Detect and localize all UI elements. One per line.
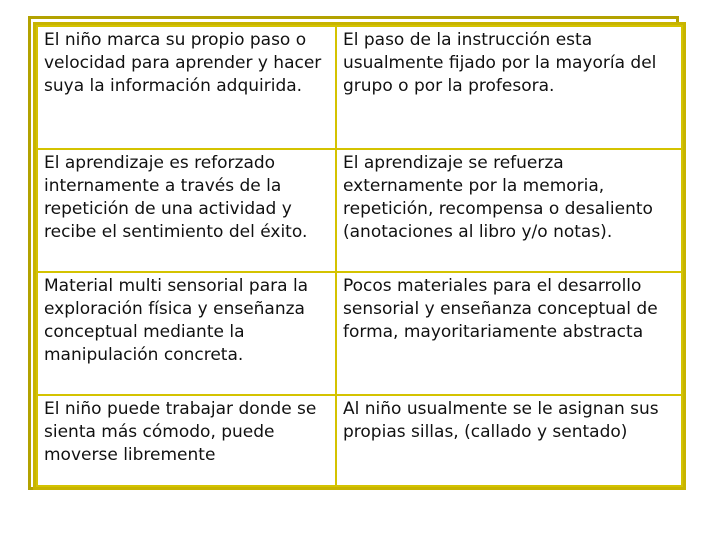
table-cell-left: El niño marca su propio paso o velocidad para aprender y hacer suya la información adquirida. — [37, 26, 336, 149]
table-row — [37, 26, 682, 149]
table-cell-right: Pocos materiales para el desarrollo sensorial y enseñanza conceptual de forma, mayoritariamente abstracta — [336, 272, 682, 395]
table-cell-right: El paso de la instrucción esta usualmente fijado por la mayoría del grupo o por la profesora. — [336, 26, 682, 149]
table-cell-right: El aprendizaje se refuerza externamente por la memoria, repetición, recompensa o desaliento (anotaciones al libro y/o notas). — [336, 149, 682, 272]
table-cell-left: Material multi sensorial para la exploración física y enseñanza conceptual mediante la manipulación concreta. — [37, 272, 336, 395]
comparison-table — [33, 22, 686, 490]
table-cell-right: Al niño usualmente se le asignan sus propias sillas, (callado y sentado) — [336, 395, 682, 486]
table-row — [37, 395, 682, 486]
table-cell-left: El niño puede trabajar donde se sienta más cómodo, puede moverse libremente — [37, 395, 336, 486]
table-row — [37, 272, 682, 395]
table-row — [37, 149, 682, 272]
table-cell-left: El aprendizaje es reforzado internamente a través de la repetición de una actividad y recibe el sentimiento del éxito. — [37, 149, 336, 272]
comparison-table-grid — [36, 25, 683, 487]
